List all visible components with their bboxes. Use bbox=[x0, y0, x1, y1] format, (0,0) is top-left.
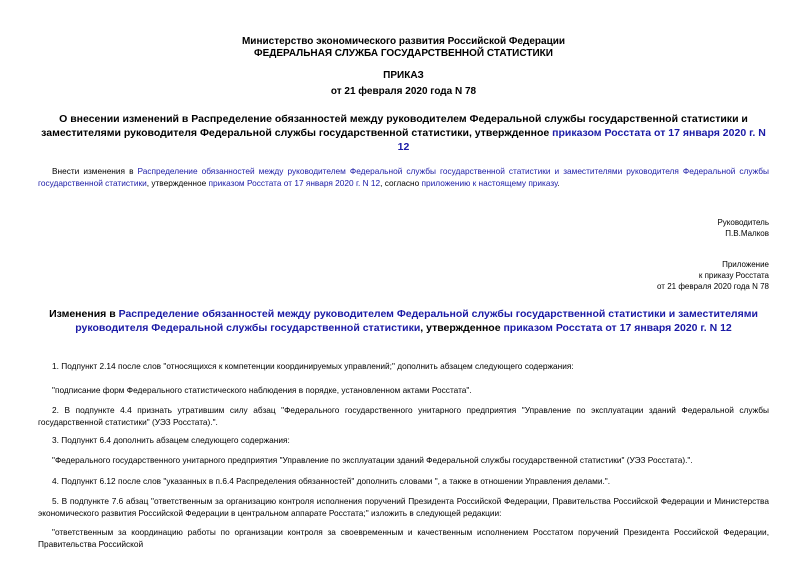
item-2: 2. В подпункте 4.4 признать утратившим силу абзац "Федерального государственного унитарного предприятия "Управление по эксплуатации зданий Федеральной службы государственной статистики" (УЭЗ Росстата).". bbox=[38, 405, 769, 427]
changes-mid: , утвержденное bbox=[420, 322, 504, 334]
ministry-name: Министерство экономического развития Российской Федерации bbox=[241, 36, 566, 47]
order-link[interactable]: приказом Росстата от 17 января 2020 г. N 12 bbox=[208, 178, 381, 188]
item-4: 4. Подпункт 6.12 после слов "указанных в п.6.4 Распределения обязанностей" дополнить словами ", а также в отношении Управления делами.". bbox=[52, 476, 611, 486]
intro-prefix: Внести изменения в bbox=[52, 166, 138, 176]
order-label: ПРИКАЗ bbox=[383, 70, 424, 81]
signature-name: П.В.Малков bbox=[725, 229, 769, 238]
document-title bbox=[40, 112, 767, 154]
appendix-line2: к приказу Росстата bbox=[698, 271, 769, 280]
appendix-line1: Приложение bbox=[722, 260, 769, 269]
intro-mid: , утвержденное bbox=[146, 178, 209, 188]
item-5: 5. В подпункте 7.6 абзац "ответственным за организацию контроля исполнения поручений Президента Российской Федерации, Правительства Российской Федерации и Министерства экономического развития Российской Федерации в центральном аппарате Росстата;" изложить в следующей редакции: bbox=[38, 496, 769, 518]
intro-end: . bbox=[557, 178, 560, 188]
changes-title bbox=[32, 307, 775, 335]
appendix-link[interactable]: приложению к настоящему приказу bbox=[421, 178, 558, 188]
signature-position: Руководитель bbox=[717, 218, 769, 227]
intro-paragraph bbox=[38, 165, 769, 189]
service-name: ФЕДЕРАЛЬНАЯ СЛУЖБА ГОСУДАРСТВЕННОЙ СТАТИСТИКИ bbox=[254, 48, 553, 59]
intro-mid2: , согласно bbox=[380, 178, 422, 188]
order-date: от 21 февраля 2020 года N 78 bbox=[330, 86, 477, 97]
item-1-quote: "подписание форм Федерального статистического наблюдения в порядке, установленном актами Росстата". bbox=[52, 385, 472, 395]
title-order-link[interactable]: приказом Росстата от 17 января 2020 г. N 12 bbox=[397, 127, 766, 153]
title-text: О внесении изменений в Распределение обязанностей между руководителем Федеральной службы государственной статистики и заместителями руководителя Федеральной службы государственной статистики, утвержденное bbox=[41, 113, 748, 139]
appendix-line3: от 21 февраля 2020 года N 78 bbox=[657, 282, 769, 291]
distribution-link[interactable]: Распределение обязанностей между руководителем Федеральной службы государственной статистики и заместителями руководителя Федеральной службы государственной статистики bbox=[38, 166, 769, 188]
item-3-quote: "Федерального государственного унитарного предприятия "Управление по эксплуатации зданий Федеральной службы государственной статистики" (УЭЗ Росстата).". bbox=[52, 455, 693, 465]
item-3: 3. Подпункт 6.4 дополнить абзацем следующего содержания: bbox=[52, 435, 290, 445]
item-5-quote: "ответственным за координацию работы по организации контроля за своевременным и качественным исполнением Росстатом поручений Президента Российской Федерации, Правительства Российской bbox=[38, 527, 769, 549]
changes-order-link[interactable]: приказом Росстата от 17 января 2020 г. N 12 bbox=[503, 322, 732, 334]
item-1: 1. Подпункт 2.14 после слов "относящихся к компетенции координируемых управлений;" дополнить абзацем следующего содержания: bbox=[52, 361, 574, 371]
changes-distribution-link[interactable]: Распределение обязанностей между руководителем Федеральной службы государственной статистики и заместителями руководителя Федеральной службы государственной статистики bbox=[75, 308, 758, 334]
changes-prefix: Изменения в bbox=[49, 308, 119, 320]
